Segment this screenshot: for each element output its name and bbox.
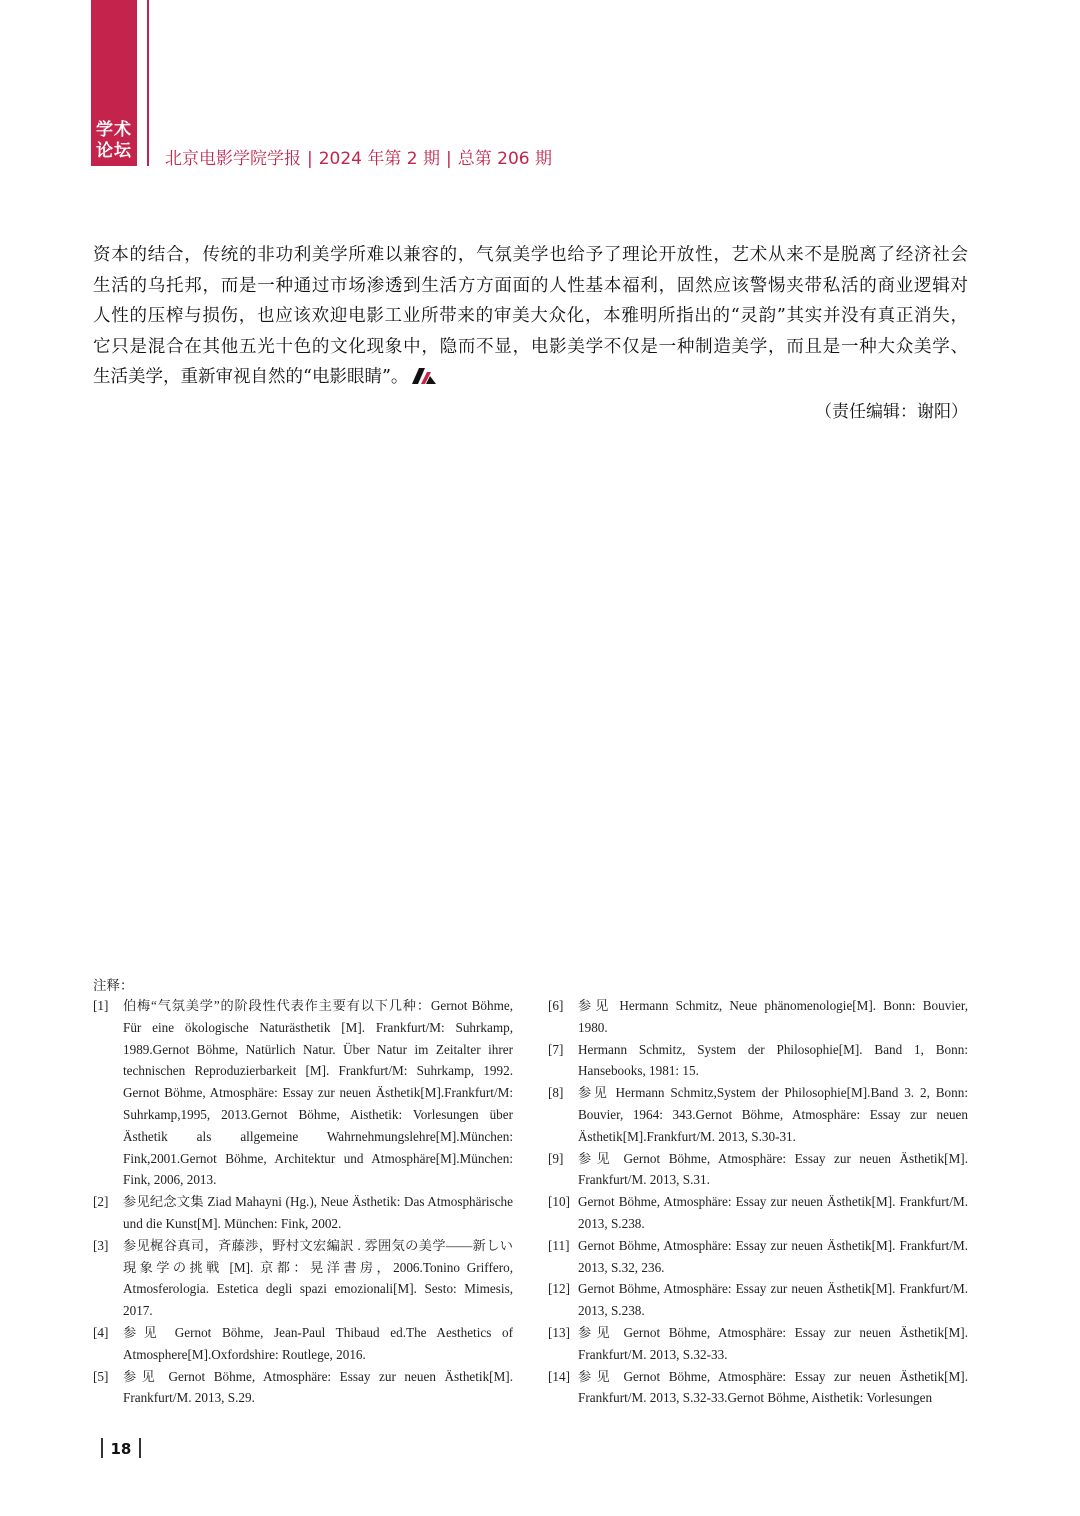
journal-total-issue: 总第 206 期 — [457, 149, 553, 169]
footnote — [548, 995, 968, 1039]
article-body — [93, 240, 968, 393]
journal-logo-icon — [412, 368, 436, 384]
journal-name: 北京电影学院学报 — [165, 149, 301, 169]
footnote — [548, 1322, 968, 1366]
footnote-number: [13] — [548, 1324, 570, 1340]
footnote-number: [6] — [548, 998, 564, 1013]
section-label — [96, 120, 136, 162]
footnote-text: Hermann Schmitz, System der Philosophie[M]. Band 1, Bonn: Hansebooks, 1981: 15. — [578, 1041, 968, 1079]
footnote-number: [7] — [548, 1041, 564, 1057]
footnote — [548, 1366, 968, 1410]
footnote — [93, 995, 513, 1191]
footnote — [93, 1235, 513, 1322]
footnote — [548, 1039, 968, 1083]
footnote-text: 参见 Gernot Böhme, Jean-Paul Thibaud ed.The Aesthetics of Atmosphere[M].Oxfordshire: Routlege, 2016. — [123, 1324, 513, 1362]
footnote-text: Gernot Böhme, Atmosphäre: Essay zur neuen Ästhetik[M]. Frankfurt/M. 2013, S.238. — [578, 1281, 968, 1319]
notes-right-column — [548, 995, 968, 1409]
footnote — [93, 1366, 513, 1410]
body-line: 生活美学，重新审视自然的“电影眼睛”。 — [93, 367, 409, 388]
footnote-number: [10] — [548, 1194, 570, 1210]
footnote-text: 参见 Gernot Böhme, Atmosphäre: Essay zur neuen Ästhetik[M]. Frankfurt/M. 2013, S.31. — [578, 1150, 968, 1188]
folio-bar — [101, 1438, 103, 1458]
page-number: 18 — [110, 1440, 132, 1458]
folio-bar — [139, 1438, 141, 1458]
footnote-text: 参见 Gernot Böhme, Atmosphäre: Essay zur neuen Ästhetik[M]. Frankfurt/M. 2013, S.32-33.Gernot Böhme, Aisthetik: Vorlesungen — [578, 1368, 968, 1406]
footnote-text: Gernot Böhme, Atmosphäre: Essay zur neuen Ästhetik[M]. Frankfurt/M. 2013, S.32, 236. — [578, 1237, 968, 1275]
footnote — [548, 1235, 968, 1279]
journal-header — [165, 144, 552, 169]
footnote-text: 参见纪念文集 Ziad Mahayni (Hg.), Neue Ästhetik: Das Atmosphärische und die Kunst[M]. München: Fink, 2002. — [123, 1194, 513, 1231]
footnote — [93, 1322, 513, 1366]
footnote-number: [14] — [548, 1368, 570, 1384]
footnote-text: Gernot Böhme, Atmosphäre: Essay zur neuen Ästhetik[M]. Frankfurt/M. 2013, S.238. — [578, 1194, 968, 1231]
footnote-number: [12] — [548, 1281, 570, 1297]
footnote-number: [11] — [548, 1237, 570, 1253]
section-label-line1: 学术 — [96, 120, 132, 140]
journal-issue: 2024 年第 2 期 — [318, 149, 441, 169]
body-line: 人性的压榨与损伤，也应该欢迎电影工业所带来的审美大众化，本雅明所指出的“灵韵”其实并没有真正消失， — [93, 306, 968, 327]
footnote-text: 参见 Gernot Böhme, Atmosphäre: Essay zur neuen Ästhetik[M]. Frankfurt/M. 2013, S.32-33. — [578, 1324, 968, 1362]
footnote-text: 参见 Gernot Böhme, Atmosphäre: Essay zur neuen Ästhetik[M]. Frankfurt/M. 2013, S.29. — [123, 1368, 513, 1406]
body-line: 它只是混合在其他五光十色的文化现象中，隐而不显，电影美学不仅是一种制造美学，而且是一种大众美学、 — [93, 336, 968, 357]
footnote-text: 参见梶谷真司，斉藤渉，野村文宏編訳 . 雰囲気の美学——新しい現象学の挑戦 [M]. 京都：晃洋書房，2006.Tonino Griffero, Atmosferologia. Estetica degli spazi emozionali[M]. Sesto: Mimesis, 2017. — [123, 1237, 513, 1319]
footnote-text: 参见 Hermann Schmitz,System der Philosophie[M].Band 3. 2, Bonn: Bouvier, 1964: 343.Gernot Böhme, Atmosphäre: Essay zur neuen Ästhetik[M].Frankfurt/M. 2013, S.30-31. — [578, 1085, 968, 1144]
body-line: 资本的结合，传统的非功利美学所难以兼容的，气氛美学也给予了理论开放性，艺术从来不是脱离了经济社会 — [93, 245, 968, 265]
footnote-number: [2] — [93, 1194, 109, 1210]
footnote — [93, 1191, 513, 1235]
footnote-number: [9] — [548, 1150, 564, 1166]
header-separator: | — [446, 149, 452, 169]
footnote — [548, 1082, 968, 1147]
notes-left-column — [93, 995, 513, 1409]
footnote — [548, 1148, 968, 1192]
footnote-number: [1] — [93, 998, 109, 1013]
editor-credit: （责任编辑：谢阳） — [815, 402, 968, 422]
body-line-last — [93, 362, 968, 393]
footnote-text: 伯梅“气氛美学”的阶段性代表作主要有以下几种：Gernot Böhme, Für eine ökologische Naturästhetik [M]. Frankfurt/M: Suhrkamp, 1989.Gernot Böhme, Natürlich Natur. Über Natur im Zeitalter ihrer technischen Reproduzierbarkeit [M]. Frankfurt/M: Suhrkamp, 1992. Gernot Böhme, Atmosphäre: Essay zur neuen Ästhetik[M].Frankfurt/M: Suhrkamp,1995, 2013.Gernot Böhme, Aisthetik: Vorlesungen über Ästhetik als allgemeine Wahrnehmungslehre[M].München: Fink,2001.Gernot Böhme, Architektur und Atmosphäre[M].München: Fink, 2006, 2013. — [123, 998, 513, 1188]
footnote-number: [4] — [93, 1324, 109, 1340]
footnote-number: [3] — [93, 1237, 109, 1253]
page-folio — [93, 1438, 149, 1458]
footnote-text: 参见 Hermann Schmitz, Neue phänomenologie[M]. Bonn: Bouvier, 1980. — [578, 998, 968, 1035]
footnote — [548, 1191, 968, 1235]
header-separator: | — [307, 149, 313, 169]
footnote-number: [8] — [548, 1085, 564, 1101]
notes-title: 注释： — [93, 978, 134, 994]
body-line: 生活的乌托邦，而是一种通过市场渗透到生活方方面面的人性基本福利，固然应该警惕夹带私活的商业逻辑对 — [93, 275, 968, 296]
footnote-number: [5] — [93, 1368, 109, 1384]
footnote — [548, 1278, 968, 1322]
header-divider — [147, 0, 149, 166]
section-label-line2: 论坛 — [96, 141, 132, 161]
